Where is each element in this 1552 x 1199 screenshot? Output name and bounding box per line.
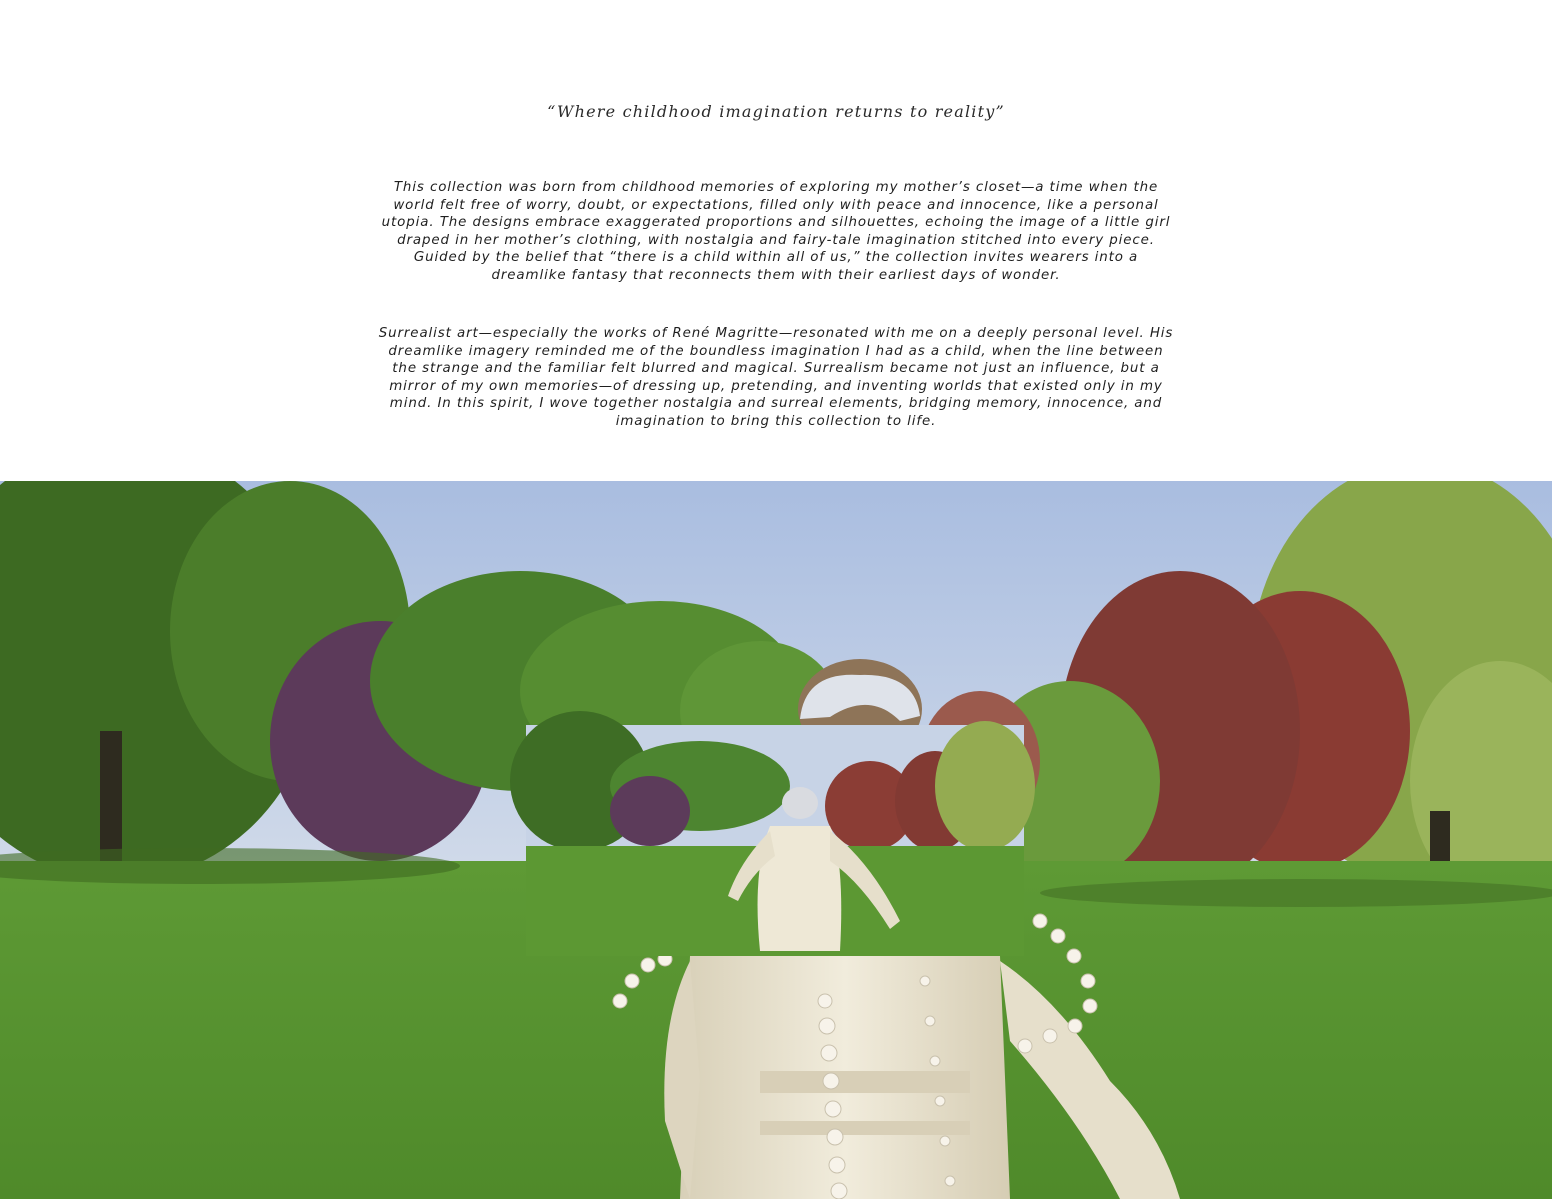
intro-paragraph: This collection was born from childhood memories of exploring my mother’s closet—a time when the world felt free of worry, doubt, or expectations, filled only with peace and innocence, like a personal utopia. The designs embrace exaggerated proportions and silhouettes, echoing the image of a little girl draped in her mother’s clothing, with nostalgia and fairy-tale imagination stitched into every piece. Guided by the belief that “there is a child within all of us,” the collection invites wearers into a dreamlike fantasy that reconnects them with their earliest days of wonder. [381,180,1171,283]
collection-quote: “Where childhood imagination returns to reality” [547,102,1005,121]
surrealism-paragraph: Surrealist art—especially the works of René Magritte—resonated with me on a deeply personal level. His dreamlike imagery reminded me of the boundless imagination I had as a child, when the line between the strange and the familiar felt blurred and magical. Surrealism became not just an influence, but a mirror of my own memories—of dressing up, pretending, and inventing worlds that existed only in my mind. In this spirit, I wove together nostalgia and surreal elements, bridging memory, innocence, and imagination to bring this collection to life. [378,326,1174,429]
park-scene-illustration [0,481,1552,1199]
hero-photo [0,481,1552,1199]
inset-photo [510,711,1035,956]
